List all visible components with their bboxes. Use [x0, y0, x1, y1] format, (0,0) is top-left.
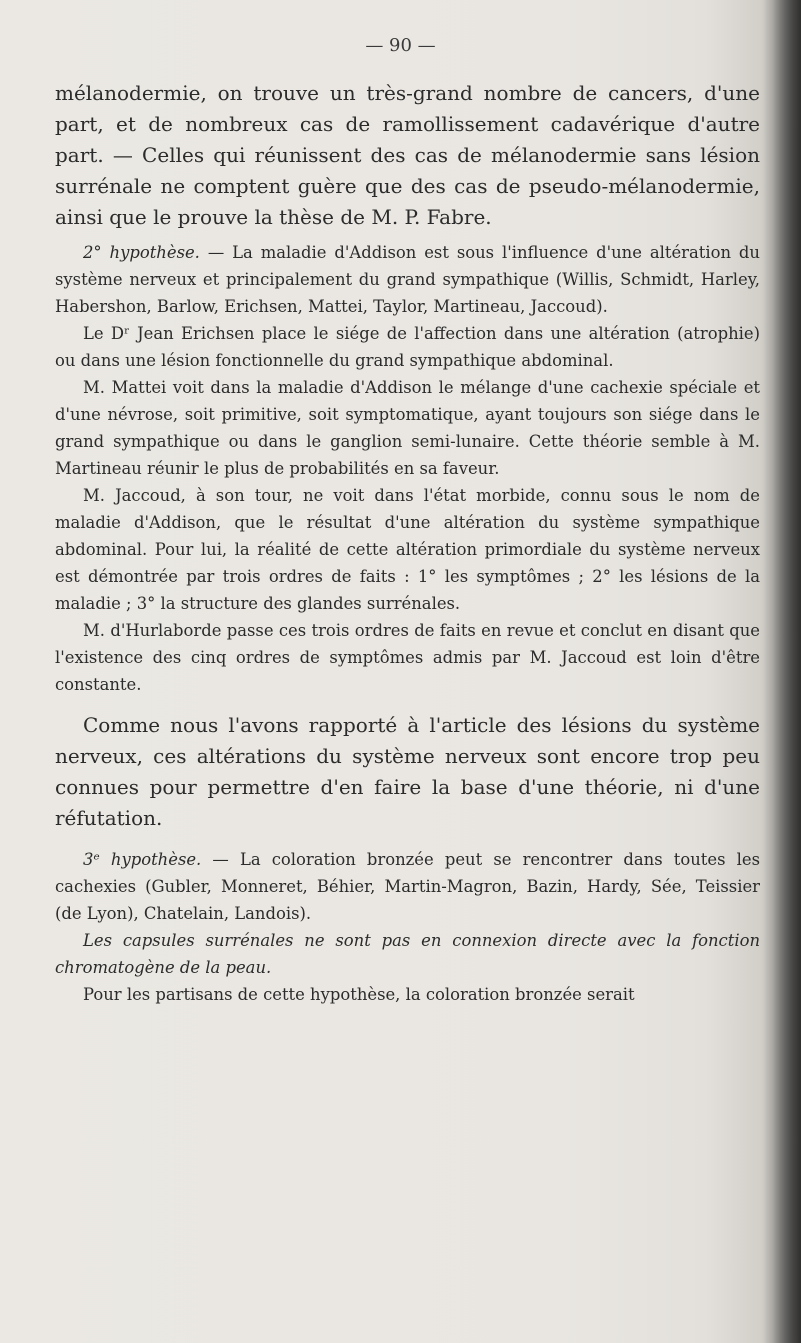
paragraph-8	[55, 846, 760, 927]
paragraph-4: M. Mattei voit dans la maladie d'Addison le mélange d'une cachexie spéciale et d'une névrose, soit primitive, soit symptomatique, ayant toujours son siége dans le grand sympathique ou dans le ganglion semi-lunaire. Cette théorie semble à M. Martineau réunir le plus de probabilités en sa faveur.	[55, 378, 760, 478]
paragraph-10: Pour les partisans de cette hypothèse, la coloration bronzée serait	[83, 985, 635, 1004]
book-spine-shadow	[763, 0, 801, 1343]
paragraph-7: Comme nous l'avons rapporté à l'article des lésions du système nerveux, ces altérations du système nerveux sont encore trop peu connues pour permettre d'en faire la base d'une théorie, ni d'une réfutation.	[55, 713, 760, 830]
paragraph-2	[55, 239, 760, 320]
paragraph-5: M. Jaccoud, à son tour, ne voit dans l'état morbide, connu sous le nom de maladie d'Addison, que le résultat d'une altération du système sympathique abdominal. Pour lui, la réalité de cette altération primordiale du système nerveux est démontrée par trois ordres de faits : 1° les symptômes ; 2° les lésions de la maladie ; 3° la structure des glandes surrénales.	[55, 486, 760, 613]
paragraph-2-text: — La maladie d'Addison est sous l'influence d'une altération du système nerveux et principalement du grand sympathique (Willis, Schmidt, Harley, Habershon, Barlow, Erichsen, Mattei, Taylor, Martineau, Jaccoud).	[55, 243, 760, 316]
page-body	[55, 78, 760, 1008]
paragraph-9: Les capsules surrénales ne sont pas en connexion directe avec la fonction chromatogène de la peau.	[55, 931, 760, 977]
paragraph-6: M. d'Hurlaborde passe ces trois ordres de faits en revue et conclut en disant que l'existence des cinq ordres de symptômes admis par M. Jaccoud est loin d'être constante.	[55, 621, 760, 694]
hypothesis-2-label: 2° hypothèse.	[83, 243, 200, 262]
paragraph-8-text: — La coloration bronzée peut se rencontrer dans toutes les cachexies (Gubler, Monneret, Béhier, Martin-Magron, Bazin, Hardy, Sée, Teissier (de Lyon), Chatelain, Landois).	[55, 850, 760, 923]
paragraph-3: Le Dʳ Jean Erichsen place le siége de l'affection dans une altération (atrophie) ou dans une lésion fonctionnelle du grand sympathique abdominal.	[55, 324, 760, 370]
hypothesis-3-label: 3ᵉ hypothèse.	[83, 850, 202, 869]
page-number: — 90 —	[365, 35, 436, 56]
paragraph-1: mélanodermie, on trouve un très-grand nombre de cancers, d'une part, et de nombreux cas de ramollissement cadavérique d'autre part. — Celles qui réunissent des cas de mélanodermie sans lésion surrénale ne comptent guère que des cas de pseudo-mélanodermie, ainsi que le prouve la thèse de M. P. Fabre.	[55, 81, 760, 229]
